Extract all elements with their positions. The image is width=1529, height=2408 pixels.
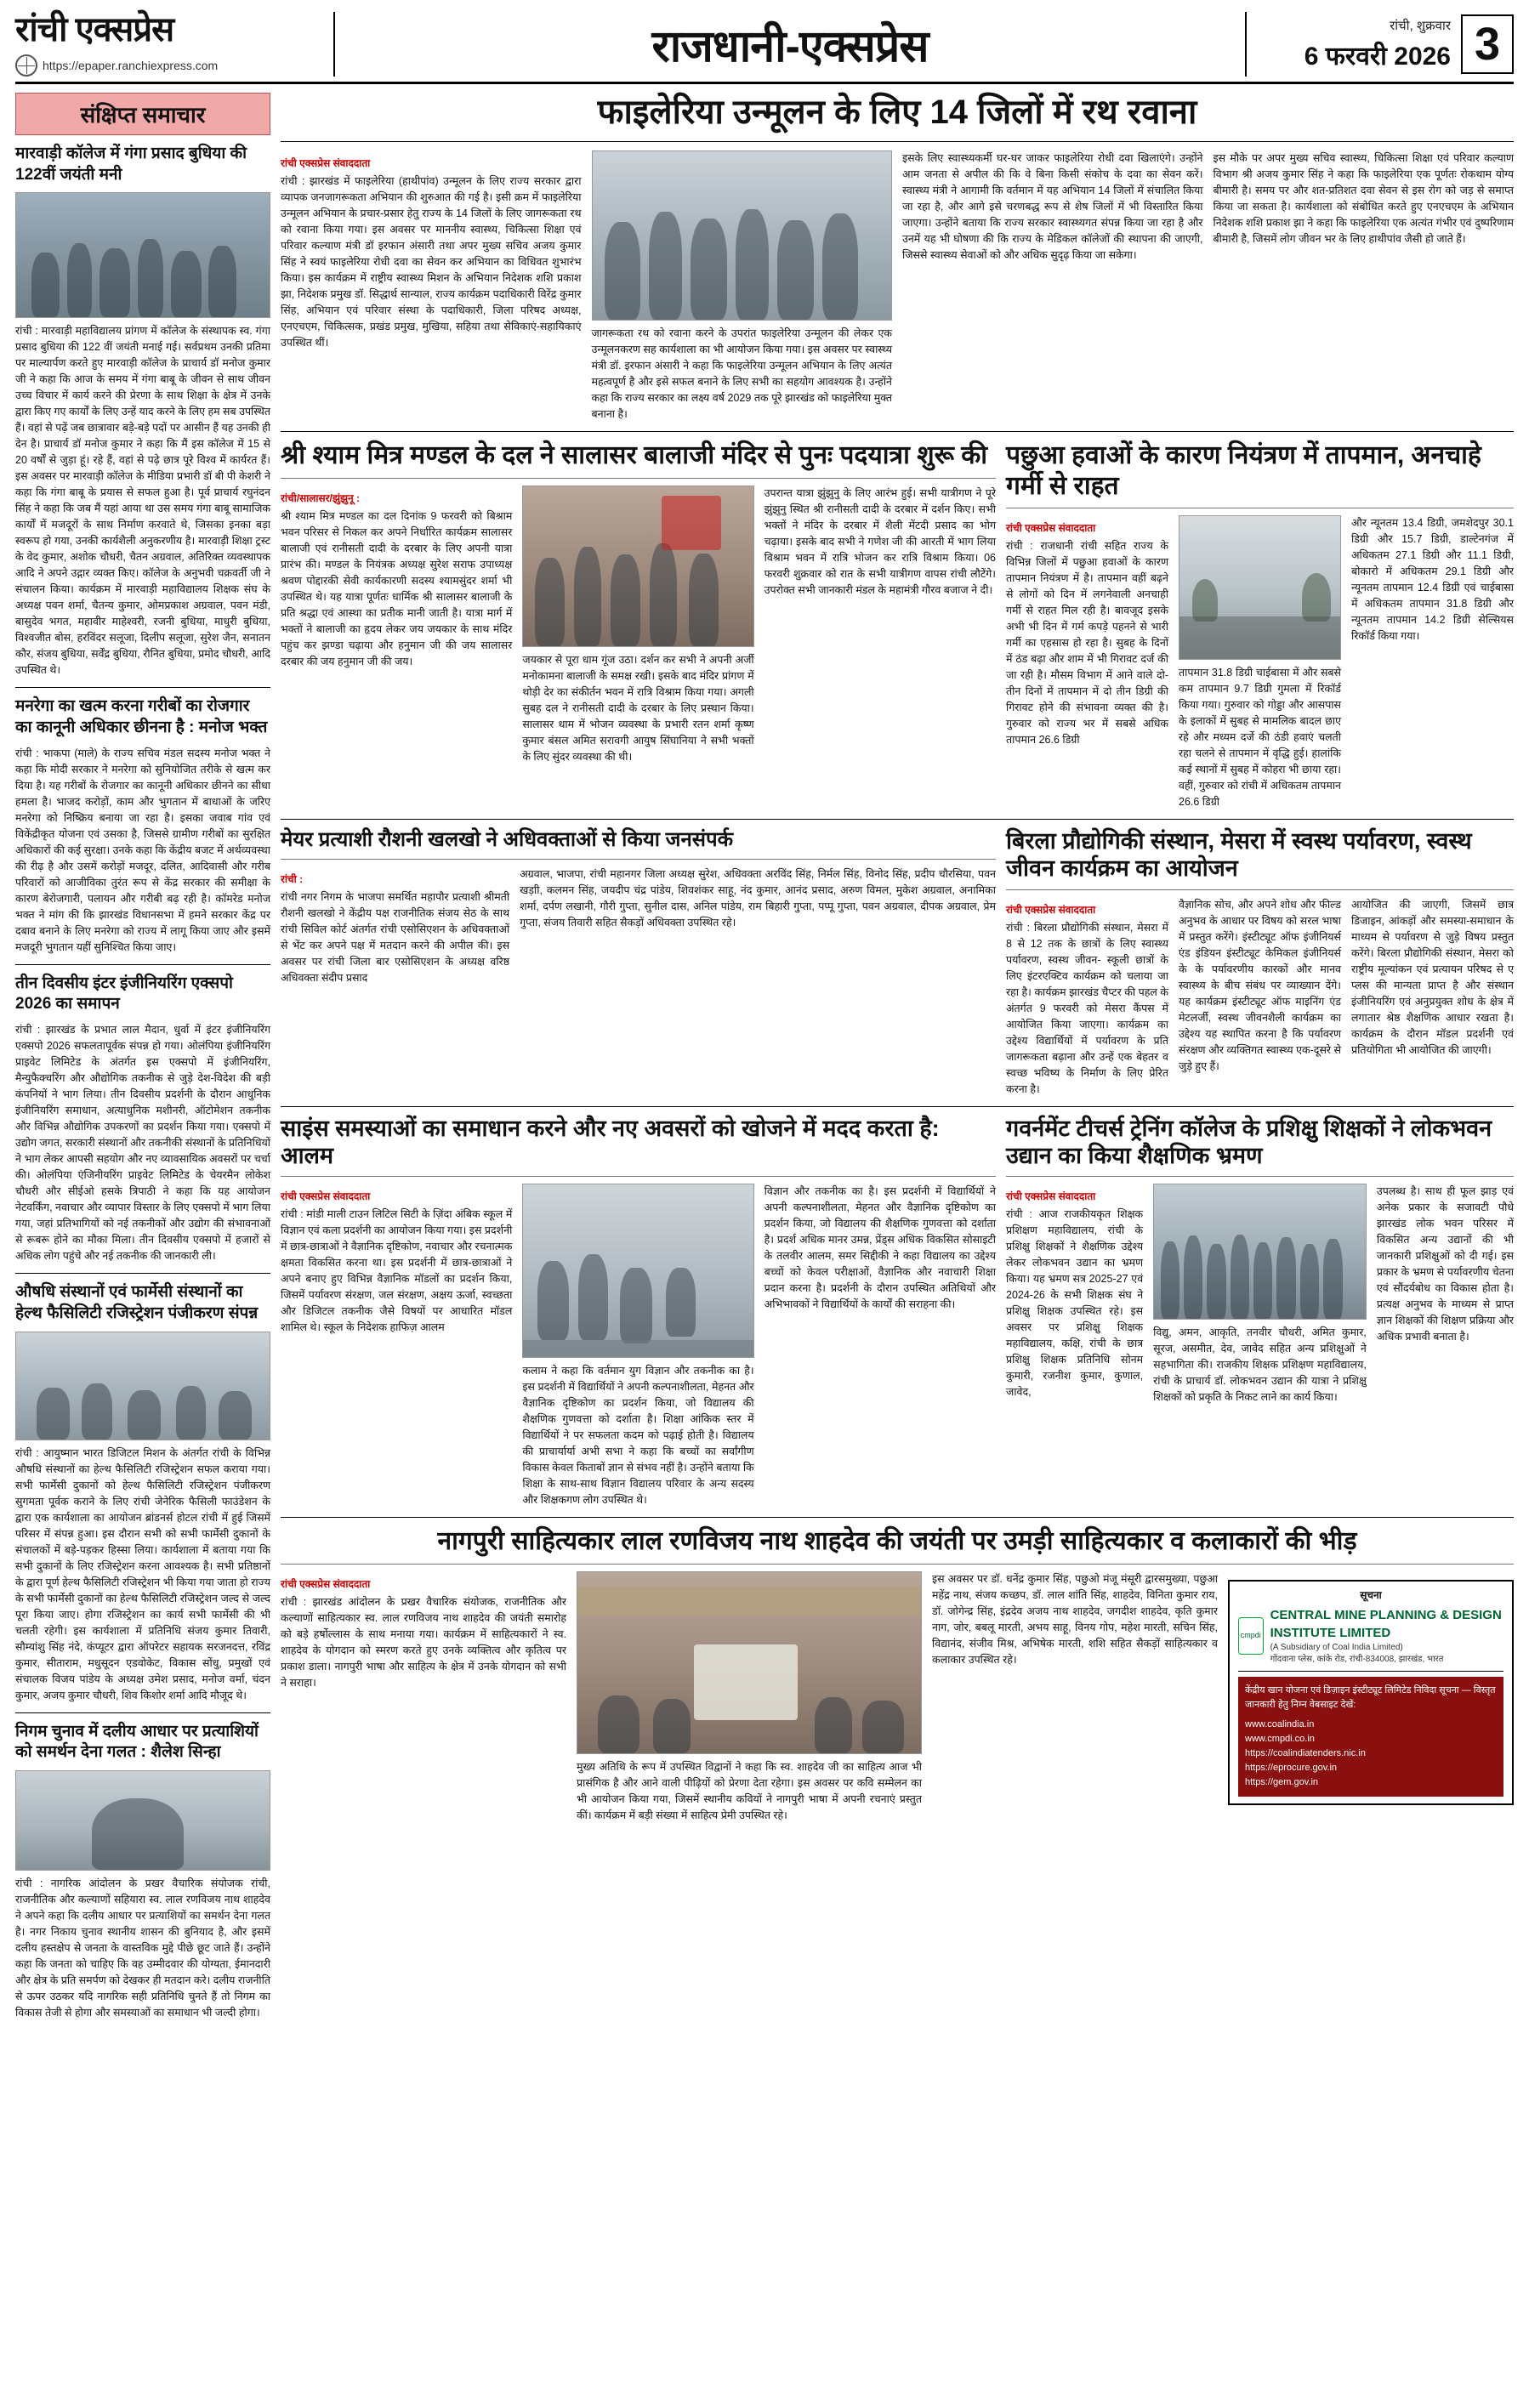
brief-headline-2: मनरेगा का खत्म करना गरीबों का रोजगार का कानूनी अधिकार छीनना है : मनोज भक्त: [15, 697, 268, 737]
story-mayor: [281, 828, 996, 1098]
nagpuri-col-3: [932, 1571, 1218, 1824]
lead-col-2: [592, 150, 893, 423]
photo-figures: [523, 486, 753, 646]
brief-body-5: रांची : नागरिक आंदोलन के प्रखर वैचारिक संयोजक रांची, राजनीतिक और कल्याणों सहियारा स्व. लाल रणविजय नाथ शाहदेव ने अपने कहा कि दलीय आधार पर प्रत्याशियों का समर्थन देना गलत है। नगर निकाय चुनाव स्थानीय शासन की बुनियाद है, और इसमें दलीय हस्तक्षेप से जनता के वास्तविक मुद्दे पीछे छूट जाते हैं। उन्होंने कहा कि जनता को चाहिए कि वह उम्मीदवार की योग्यता, ईमानदारी और क्षेत्र के प्रति समर्पण को देखकर ही मतदान करे। दलीय राजनीति से ऊपर उठकर यदि नागरिक सही प्रतिनिधि चुनते हैं तो निगम का विकास तेजी से होगा और समस्याओं का समाधान भी जल्दी होगा।: [15, 1877, 271, 2019]
science-text-2: कलाम ने कहा कि वर्तमान युग विज्ञान और तकनीक का है। इस प्रदर्शनी में विद्यार्थियों ने अपनी कल्पनाशीलता, मेहनत और वैज्ञानिक दृष्टिकोण का प्रदर्शन किया, जो विद्यालय की शैक्षणिक गुणवत्ता को दर्शाता है। शिक्षा आंकिक स्तर में विद्यार्थियों ने पर सफलता कदम को पढ़ाई होती है। विद्यालय की प्राचार्यार्या अभी सभा ने कहा कि बच्चों का सर्वांगीण विकास केवल किताबों ज्ञान से संभव नहीं है। उन्होंने बताया कि शिक्षा के साथ-साथ विज्ञान विद्यालय परिवार के अन्य सदस्य और शिक्षकगण लोग उपस्थित थे।: [522, 1365, 754, 1507]
mayor-birla-section: [281, 828, 1514, 1098]
teacher-text-2: विद्यु, अमन, आकृति, तनवीर चौधरी, अमित कुमार, सूरज, असमीत, देव, जावेद सहित अन्य प्रशिक्षुओं ने सहभागिता की। राजकीय शिक्षक प्रशिक्षण महाविद्यालय, रांची के प्राचार्य डॉ. लोकभवन उद्यान की यात्रा ने प्रशिक्षु शिक्षकों को प्रकृति के निकट लाने का कार्य किया।: [1153, 1326, 1367, 1404]
divider: [281, 478, 996, 479]
teacher-byline: रांची एक्सप्रेस संवाददाता: [1006, 1190, 1096, 1203]
teacher-columns: [1006, 1184, 1514, 1406]
shyam-headline: श्री श्याम मित्र मण्डल के दल ने सालासर बालाजी मंदिर से पुनः पदयात्रा शुरू की: [281, 441, 988, 470]
publication-name: रांची एक्सप्रेस: [15, 11, 174, 48]
birla-columns: [1006, 897, 1514, 1098]
divider: [281, 859, 996, 860]
teacher-text-1: रांची : आज राजकीयकृत शिक्षक प्रशिक्षण महाविद्यालय, रांची के प्रशिक्षु शिक्षकों ने शैक्षणिक उद्देश्य लेकर लोकभवन उद्यान का भ्रमण किया। यह भ्रमण सत्र 2025-27 एवं 2024-26 के सभी शिक्षक संघ ने प्रशिक्षु शिक्षक उपस्थित रहे। इस अवसर पर प्रशिक्षु शिक्षक महाविद्यालय, कक्षि, रांची के छात्र प्रशिक्षु शिक्षक प्रतिनिधि सोनम कुमारी, रजनीश कुमार, कुणाल, जावेद,: [1006, 1208, 1144, 1399]
lead-col-1: [281, 150, 582, 423]
mayor-col-1: [281, 866, 509, 986]
lead-photo: [592, 150, 893, 321]
mayor-headline: मेयर प्रत्याशी रौशनी खलखो ने अधिवक्ताओं से किया जनसंपर्क: [281, 827, 734, 851]
photo-figures: [16, 193, 270, 317]
weather-photo: [1179, 515, 1341, 660]
photo-figures: [593, 151, 892, 320]
lead-text-1: रांची : झारखंड में फाइलेरिया (हाथीपांव) उन्मूलन के लिए राज्य सरकार द्वारा व्यापक जनजागरूकता अभियान की शुरुआत की गई है। इसी क्रम में फाइलेरिया उन्मूलन अभियान के प्रचार-प्रसार हेतु राज्य के 14 जिलों के लिए जागरूकता रथ को रवाना किया गया। इस अवसर पर माननीय स्वास्थ्य, चिकित्सा शिक्षा एवं परिवार कल्याण मंत्री डॉ इरफान अंसारी तथा अपर मुख्य सचिव अजय कुमार सिंह ने स्वयं फाइलेरिया रोधी दवा का सेवन कर अभियान का विधिवत शुभारंभ किया। इस कार्यक्रम में राष्ट्रीय स्वास्थ्य मिशन के अभियान निदेशक शशि प्रकाश झा, निदेशक प्रमुख डॉ. सिद्धार्थ सान्याल, राज्य कार्यक्रम पदाधिकारी विरेंद्र कुमार सिंह, अभियान एवं परिवार संस्था के पदाधिकारी, जिला परिषद अध्यक्ष, एनएचएम, चिकित्सक, प्रखंड प्रमुख, मुखिया, सहिया तथा सेविकाएं-सहायिकाएं उपस्थित थीं।: [281, 175, 582, 349]
science-col-1: [281, 1184, 512, 1508]
birla-byline: रांची एक्सप्रेस संवाददाता: [1006, 903, 1096, 916]
photo-figures: [523, 1184, 753, 1357]
teacher-photo: [1153, 1184, 1367, 1320]
brief-headline-1: मारवाड़ी कॉलेज में गंगा प्रसाद बुधिया की 122वीं जयंती मनी: [15, 145, 247, 184]
shyam-text-3: उपरान्त यात्रा झुंझुनु के लिए आरंभ हुई। सभी यात्रीगण ने पूरे झुंझुनु स्थित श्री रानीसती दादी के दरबार में दर्शन किए। सभी भक्तों ने मंदिर के दरबार में शैली मेंटदी प्रसाद का भोग चढ़ाया। इसके बाद सभी ने गणेश जी की आरती में भाग लिया विश्राम भवन में रात्रि भोजन कर रात्रि विश्राम किया। 06 फरवरी शुक्रवार को रात के सभी यात्रीगण वापस रांची लौटेंगे। उपरोक्त सभी जानकारी मंडल के महामंत्री गौरव बजाज ने दी।: [764, 486, 996, 596]
story-teacher: [1006, 1116, 1514, 1509]
shyam-col-1: [281, 486, 512, 765]
divider: [1006, 889, 1514, 890]
weather-col-2: [1179, 515, 1341, 810]
ad-column: [1228, 1571, 1514, 1824]
mid-section: [281, 440, 1514, 810]
epaper-url-row[interactable]: [15, 54, 321, 77]
ad-body: [1238, 1677, 1503, 1797]
weather-headline: पछुआ हवाओं के कारण नियंत्रण में तापमान, अनचाहे गर्मी से राहत: [1006, 441, 1481, 500]
brief-headline-3: तीन दिवसीय इंटर इंजीनियरिंग एक्सपो 2026 का समापन: [15, 974, 233, 1014]
lead-headline: फाइलेरिया उन्मूलन के लिए 14 जिलों में रथ रवाना: [597, 94, 1197, 131]
birla-text-1: रांची : बिरला प्रौद्योगिकी संस्थान, मेसरा में 8 से 12 तक के छात्रों के लिए स्वास्थ्य पर्यावरण, स्वस्थ जीवन- स्कूली छात्रों के लिए इंटरएक्टिव कार्यक्रम को चलाया जा रहा है। कार्यक्रम झारखंड चैप्टर की पहल के अंतर्गत 9 फरवरी को मेसरा कैंपस में आयोजित किया जाएगा। कार्यक्रम का उद्देश्य विद्यार्थियों में पर्यावरण के प्रति जागरूकता बढ़ाना और उन्हें एक बेहतर व स्वच्छ भविष्य के निर्माण के लिए प्रेरित करना है।: [1006, 921, 1168, 1095]
shyam-text-1: श्री श्याम मित्र मण्डल का दल दिनांक 9 फरवरी को बिश्राम भवन परिसर से निकल कर अपने निर्धारित कार्यक्रम सालासर बालाजी एवं रानीसती दादी के दरबार के लिए अपनी यात्रा प्रारंभ की। मण्डल के नियंत्रक अध्यक्ष सुरेश सराफ उपाध्यक्ष श्रवण पोद्दारकी सेवी कार्यकारणी सदस्य श्यामसुंदर शर्मा भी उपस्थित थे। यह यात्रा पूर्णतः धार्मिक श्री सालासर बालाजी के प्रति श्रद्धा एवं आस्था का प्रतीक मानी जाती है। यात्रा मार्ग में भक्तों ने बालाजी का हृदय लेकर जय जयकार के साथ मंदिर पहुंच कर झण्डा चढ़ाया और हनुमान जी की जय सालासर दरबार की जय हनुमान जी की जय।: [281, 509, 513, 667]
advertisement[interactable]: [1228, 1580, 1514, 1805]
divider: [281, 1106, 1514, 1107]
science-byline: रांची एक्सप्रेस संवाददाता: [281, 1190, 371, 1203]
masthead-right: [1259, 12, 1514, 77]
story-birla: [1006, 828, 1514, 1098]
page-content: [15, 93, 1514, 2030]
nagpuri-headline: नागपुरी साहित्यकार लाल रणविजय नाथ शाहदेव की जयंती पर उमड़ी साहित्यकार व कलाकारों की भीड़: [437, 1527, 1357, 1556]
ad-company-sub: (A Subsidiary of Coal India Limited): [1270, 1642, 1403, 1652]
mayor-text-1: रांची नगर निगम के भाजपा समर्थित महापौर प्रत्याशी श्रीमती रौशनी खलखो ने केंद्रीय पक्ष राजनीतिक संजय सेठ के साथ रांची सिविल कोर्ट अंतर्गत रांची एसोसिएशन के अधिवक्ताओं से भेंट कर अपने पक्ष में मतदान करने की अपील की। इस अवसर पर रांची जिला बार एसोसिएशन के अध्यक्ष वरिष्ठ अधिवक्ता संदीप प्रसाद: [281, 891, 510, 985]
place-day: रांची, शुक्रवार: [1390, 18, 1451, 33]
weather-text-2: तापमान 31.8 डिग्री चाईबासा में और सबसे कम तापमान 9.7 डिग्री गुमला में रिकॉर्ड किया गया। गुरुवार को गोड्डा और आसपास के इलाकों में सुबह से मामलिक बादल छाए रहे और मध्यम दर्जे की ठंडी हवाएं चलती रहा चलने से तापमान में वृद्धि हुई। हालांकि कई स्थानों में सुबह में कोहरा भी छाया रहा। वहीं, गुरुवार को रांची में अधिकतम तापमान 26.6 डिग्री: [1179, 666, 1341, 808]
page-number: 3: [1461, 14, 1514, 74]
lead-byline: रांची एक्सप्रेस संवाददाता: [281, 157, 371, 170]
mayor-text-2: अग्रवाल, भाजपा, रांची महानगर जिला अध्यक्ष सुरेश, अधिवक्ता अरविंद सिंह, निर्मल सिंह, विनोद सिंह, प्रदीप चौरसिया, पवन खड़ाी, कलमन सिंह, जयदीप चंद्र पांडेय, शिवशंकर साहू, नंद कुमार, आनंद प्रसाद, अरुण विमल, मुकेश अग्रवाल, अनामिका शर्मा, दर्पण लखानी, गौरी गुप्ता, सुनील दास, अनिल पांडेय, राम बिहारी गुप्ता, पप्पू गुप्ता, पवन अग्रवाल, दीपक अग्रवाल, प्रेम गुप्ता, संजय तिवारी सहित सैकड़ों अधिवक्ता उपस्थित रहे।: [520, 868, 996, 929]
edition-title: राजधानी-एक्सप्रेस: [651, 21, 929, 71]
masthead: [15, 12, 1514, 84]
brief-news-column: [15, 93, 270, 2030]
brief-item-4: [15, 1282, 270, 1703]
photo-figures: [1154, 1184, 1366, 1319]
lead-col-4: [1214, 150, 1515, 423]
divider: [1006, 1176, 1514, 1177]
birla-col-2: [1179, 897, 1341, 1098]
issue-date: 6 फरवरी 2026: [1304, 42, 1451, 71]
divider: [281, 141, 1514, 142]
brief-photo-1: [15, 192, 270, 318]
brief-item-1: [15, 144, 270, 679]
main-column: [281, 93, 1514, 2030]
teacher-col-3: [1377, 1184, 1514, 1406]
photo-figures: [577, 1572, 921, 1753]
masthead-left: [15, 12, 321, 77]
weather-col-1: [1006, 515, 1168, 810]
divider: [281, 819, 1514, 820]
ad-company-address: गोंदवाना प्लेस, कांके रोड, रांची-834008, झारखंड, भारत: [1270, 1654, 1444, 1664]
globe-icon: [15, 54, 37, 77]
science-text-1: रांची : मांडी माली टाउन लिटिल सिटी के ज़िंदा अंबिक स्कूल में विज्ञान एवं कला प्रदर्शनी का आयोजन किया गया। इस प्रदर्शनी में छात्र-छात्राओं ने वैज्ञानिक दृष्टिकोण, नवाचार और रचनात्मक क्षमता विकसित करना था। इस प्रदर्शनी में छात्र-छात्राओं ने अपने बनाए हुए विभिन्न वैज्ञानिक मॉडलों का प्रदर्शन किया, जिसमें पर्यावरण संरक्षण, जल संरक्षण, अक्षय ऊर्जा, स्वच्छता और डिजिटल तकनीक जैसे विषयों पर आधारित मॉडल शामिल थे। स्कूल के निदेशक हाफिज़ आलम: [281, 1208, 513, 1334]
brief-body-3: रांची : झारखंड के प्रभात लाल मैदान, धुर्वा में इंटर इंजीनियरिंग एक्सपो 2026 सफलतापूर्वक संपन्न हो गया। ओलंपिया इंजीनियरिंग प्राइवेट लिमिटेड के अंतर्गत इस एक्सपो में इंजीनियरिंग, मैन्युफैक्चरिंग और औद्योगिक तकनीक से जुड़े देश-विदेश की बड़ी कंपनियों ने भाग लिया। तीन दिवसीय प्रदर्शनी के दौरान आधुनिक इंजीनियरिंग समाधान, अत्याधुनिक मशीनरी, ऑटोमेशन तकनीक और विभिन्न औद्योगिक उपकरणों का प्रदर्शन किया गया। एक्सपो में उद्योग जगत, सरकारी संस्थानों और तकनीकी संस्थानों के प्रतिनिधियों ने भाग लेकर आपसी सहयोग और नए व्यावसायिक अवसरों पर चर्चा की। ओलंपिया एंजिनीयरिंग प्राइवेट लिमिटेड के चेयरमैन लोकेश चौधरी और सीईओ हसके त्रिपाठी ने कहा कि यह आयोजन नेटवर्किंग, नवाचार और व्यापार विस्तार के लिए एक्सपो में भाग लिया गया, जहां प्रतिभागियों को नई तकनीकों और उद्योग की संभावनाओं से रूबरू होने का मौका मिला। तीन दिवसीय एक्सपो में हजारों से अधिक लोग पहुंचे और नई तकनीक की जानकारी ली।: [15, 1024, 270, 1263]
ad-company-name: CENTRAL MINE PLANNING & DESIGN INSTITUTE LIMITED: [1270, 1607, 1502, 1640]
weather-text-3: और न्यूनतम 13.4 डिग्री, जमशेदपुर 30.1 डिग्री और 15.7 डिग्री, डाल्टेनगंज में अधिकतम 27.1 डिग्री और 11.1 डिग्री, बोकारो में अधिकतम 29.1 डिग्री और न्यूनतम तापमान 12.4 डिग्री एवं चाईबासा में अधिकतम तापमान 31.8 डिग्री और न्यूनतम तापमान 14.2 डिग्री सेल्सियस रिकॉर्ड किया गया।: [1351, 516, 1514, 642]
divider: [15, 1712, 270, 1713]
teacher-col-2: [1153, 1184, 1367, 1406]
birla-col-1: [1006, 897, 1168, 1098]
publication-logo: [15, 12, 321, 48]
brief-photo-4: [15, 1332, 270, 1440]
weather-text-1: रांची : राजधानी रांची सहित राज्य के विभिन्न जिलों में पछुआ हवाओं के कारण तापमान नियंत्रण में है। तापमान वहीं बढ़ने से लोगों को दिन में लगनेवाली अनचाही गर्मी से राहत मिल रही है। बावजूद इसके अभी भी दिन में गर्म कपड़े पहनने से भारी गर्मी का एहसास हो रहा है। सुबह के दिनों में ठंड बढ़ा और शाम में भी गिरावट दर्ज की जा रही है। मौसम विभाग में आने वाले दो-तीन दिनों में तापमान में दो तीन डिग्री की गिरावट होने की संभावना व्यक्त की है। गुरुवार को राज्य भर में सबसे अधिक तापमान 26.6 डिग्री: [1006, 539, 1168, 746]
photo-figures: [16, 1771, 270, 1870]
science-photo: [522, 1184, 753, 1358]
science-headline: साइंस समस्याओं का समाधान करने और नए अवसरों को खोजने में मदद करता है: आलम: [281, 1115, 940, 1168]
divider: [15, 964, 270, 965]
birla-text-2: वैज्ञानिक सोच, और अपने शोध और फील्ड अनुभव के आधार पर विषय को सरल भाषा में प्रस्तुत करेंगे। इंस्टीट्यूट ऑफ इंजीनियर्स एंड इंडियन इंस्टीट्यूट केमिकल इंजीनियर्स के के पर्यावरणीय कारकों और मानव स्वास्थ्य के बीच संबंध पर व्याख्यान देंगे। यह कार्यक्रम इंस्टीट्यूट ऑफ माइनिंग एंड मेटलर्जी, स्वस्थ जीवनशैली कार्यक्रम का उद्देश्य यह स्थापित करना है कि पर्यावरण संरक्षण और व्यक्तिगत स्वास्थ्य एक-दूसरे से जुड़े हुए हैं।: [1179, 898, 1341, 1072]
birla-col-3: [1351, 897, 1514, 1098]
brief-item-3: [15, 974, 270, 1264]
teacher-col-1: [1006, 1184, 1143, 1406]
shyam-col-2: [522, 486, 753, 765]
cmpdi-logo-icon: cmpdi: [1238, 1617, 1264, 1655]
mayor-col-2: [520, 866, 996, 986]
date-block: [1304, 17, 1451, 72]
nagpuri-text-1: रांची : झारखंड आंदोलन के प्रखर वैचारिक संयोजक, राजनीतिक और कल्याणों साहित्यकार स्व. लाल रणविजय नाथ शाहदेव की जयंती समारोह को बड़े हर्षोल्लास के साथ मनाया गया। कार्यक्रम में साहित्यकारों ने स्व. शाहदेव के योगदान को स्मरण करते हुए उनके व्यक्तित्व और कृतित्व पर प्रकाश डाला। नागपुरी भाषा और साहित्य के क्षेत्र में उनके योगदान को सभी ने सराहा।: [281, 1595, 566, 1689]
weather-col-3: [1351, 515, 1514, 810]
shyam-byline: रांची/सालासर/झुंझुनू :: [281, 491, 361, 504]
mayor-columns: [281, 866, 996, 986]
divider: [281, 1564, 1514, 1565]
nagpuri-text-3: इस अवसर पर डॉ. धनेंद्र कुमार सिंह, पछुओ मंजू मंसूरी द्वारसमुख्या, पछुआ महेंद्र नाथ, संजय कच्छप, डॉ. लाल शांति सिंह, शाहदेव, विनिता कुमार राय, डॉ. जोगेन्द्र सिंह, इंद्रदेव अजय नाथ शाहदेव, जगदीश शाहदेव, कृति कुमार नाग, जोर, बबलू मारती, अभय साहू, विनय गोप, महेश मारती, सचिन सिंह, विद्यानंद, संजीव मिश्र, अभिषेक मारती, शशि सहित सैकड़ों साहित्यकार व कलाकार उपस्थित रहे।: [932, 1572, 1218, 1666]
brief-item-2: [15, 696, 270, 955]
teacher-headline: गवर्नमेंट टीचर्स ट्रेनिंग कॉलेज के प्रशिक्षु शिक्षकों ने लोकभवन उद्यान का किया शैक्षणिक भ्रमण: [1006, 1115, 1492, 1168]
nagpuri-col-2: [577, 1571, 922, 1824]
nagpuri-text-2: मुख्य अतिथि के रूप में उपस्थित विद्वानों ने कहा कि स्व. शाहदेव जी का साहित्य आज भी प्रासंगिक है और आने वाली पीढ़ियों को प्रेरणा देता रहेगा। इस अवसर पर कवि सम्मेलन का भी आयोजन किया गया, जिसमें स्थानीय कवियों ने नागपुरी भाषा में अपनी रचनाएं प्रस्तुत कीं। कार्यक्रम में बड़ी संख्या में साहित्य प्रेमी उपस्थित रहे।: [577, 1760, 922, 1821]
section-title-brief-news: संक्षिप्त समाचार: [15, 93, 270, 135]
brief-photo-5: [15, 1770, 270, 1871]
lead-body-columns: [281, 150, 1514, 423]
masthead-center: [333, 12, 1247, 77]
lead-text-4: इस मौके पर अपर मुख्य सचिव स्वास्थ्य, चिकित्सा शिक्षा एवं परिवार कल्याण विभाग श्री अजय कुमार सिंह ने कहा कि फाइलेरिया एक पूर्णतः रोकथाम योग्य बीमारी है। समय पर और शत-प्रतिशत दवा सेवन से इस रोग को जड़ से समाप्त किया जा सकता है। कार्यशाला को संबोधित करते हुए एनएचएम के अभियान निदेशक शशि प्रकाश झा ने कहा कि फाइलेरिया एक अत्यंत गंभीर एवं दुष्परिणाम बीमारी है, जिसमें लोग जीवन भर के लिए हाथीपांव जैसी हो जाते हैं।: [1213, 152, 1514, 246]
ad-header: [1238, 1606, 1503, 1672]
nagpuri-photo: [577, 1571, 922, 1754]
divider: [281, 431, 1514, 432]
weather-columns: [1006, 515, 1514, 810]
divider: [281, 1176, 996, 1177]
photo-figures: [1179, 516, 1340, 659]
divider: [281, 1517, 1514, 1518]
brief-body-1: रांची : मारवाड़ी महाविद्यालय प्रांगण में कॉलेज के संस्थापक स्व. गंगा प्रसाद बुधिया की 122 वीं जयंती मनाई गई। सर्वप्रथम उनकी प्रतिमा पर माल्यार्पण करते हुए मारवाड़ी कॉलेज के प्राचार्य डॉ मनोज कुमार जी ने कहा कि आज के समय में गंगा बाबू के जीवन से साथ जीवन उच्च विचार में कार्य करने की प्रेरणा के साथ शिक्षा के क्षेत्र में उनके द्वारा किए गए कार्यों के लिए उन्हें याद करने के लिए हम सब उपस्थित हैं। वहां से पढ़ें जब छात्रावार बड़े-बड़े पदों पर आसीन हैं यह उनकी ही देन है। प्राचार्य डॉ मनोज कुमार ने कहा कि मैं इस कॉलेज में 15 से 20 वर्षों से जुड़ा हूं। रहे हैं, वहां से पढ़े छात्र पूरे विश्व में कार्यरत हैं। इस अवसर पर मारवाड़ी कॉलेज के मीडिया प्रभारी डॉ बी पी केशरी ने कहा कि गंगा बाबू के प्रयास से सफल हुआ है। पूर्व प्राचार्य रघुनंदन सिंह ने कहा कि जब मैं यहां आया था उस समय गंगा बाबू सामाजिक कार्यों में मजदूरों के साथ निर्माण करवाते थे, जिसका इनका बड़ा स्वरूप हो गया, उनकी कार्यशैली अनुकरणीय है। मारवाड़ी शिक्षा ट्रस्ट के वेद कुमार, अशोक चौधरी, चैतन अग्रवाल, अतिरिक्त व्यवस्थापक आदि ने अपने उद्गार व्यक्त किए। कॉलेज के अनुभवी चक्रवर्ती जी ने संचालन किया। कार्यक्रम में मारवाड़ी महाविद्यालय शिक्षक संघ के अध्यक्ष पवन शर्मा, चैतन्य कुमार, ओमप्रकाश अग्रवाल, पवन मंडी, बासुदेव भगत, महावीर माहेश्वरी, रजनी बुधिया, माधुरी बुधिया, विश्वजीत बोस, हरविंदर सलूजा, दिलीप सलूजा, सुरेश जैन, सनातन कौर, संजय बुधिया, सर्वेंद्र बुधिया, रौनित बुधिया, प्रमोद चौधरी, आदि उपस्थित थे।: [15, 325, 271, 677]
epaper-url[interactable]: https://epaper.ranchiexpress.com: [43, 59, 219, 72]
shyam-col-3: [764, 486, 996, 765]
science-columns: [281, 1184, 996, 1508]
photo-figures: [16, 1332, 270, 1440]
ad-link-4[interactable]: https://eprocure.gov.in: [1245, 1762, 1338, 1773]
birla-text-3: आयोजित की जाएगी, जिसमें छात्र डिजाइन, आंकड़ों और समस्या-समाधान के माध्यम से पर्यावरण से जुड़े विषय प्रस्तुत करेंगे। बिरला प्रौद्योगिकी संस्थान, मेसरा को राष्ट्रीय मूल्यांकन एवं प्रत्यायन परिषद से ए प्लस की मान्यता प्राप्त है और संस्थान इंजीनियरिंग एवं अनुप्रयुक्त शोध के क्षेत्र में लगातार श्रेष्ठ शैक्षणिक आधार रखता है। कार्यक्रम के दौरान मॉडल प्रदर्शनी एवं प्रतियोगिता भी आयोजित की जाएगी।: [1351, 898, 1514, 1056]
ad-link-2[interactable]: www.cmpdi.co.in: [1245, 1733, 1315, 1744]
ad-link-1[interactable]: www.coalindia.in: [1245, 1718, 1315, 1729]
weather-byline: रांची एक्सप्रेस संवाददाता: [1006, 521, 1096, 534]
divider: [15, 687, 270, 688]
shyam-photo: [522, 486, 753, 647]
brief-body-2: रांची : भाकपा (माले) के राज्य सचिव मंडल सदस्य मनोज भक्त ने कहा कि मोदी सरकार ने मनरेगा को सुनियोजित तरीके से खत्म कर दिया है। यह गरीबों के रोजगार का कानूनी अधिकार छीनने का सीधा हमला है। भाजद करोड़ों, काम और भुगतान में बाधाओं के जरिए मनरेगा को निष्क्रिय बनाया जा रहा है। इसका जवाब गांव एवं विकेंद्रीकृत योजना एवं उसका है, जिससे ग्रामीण गरीबों का सुरक्षित अधिकारों की कई सुरक्षा। उनके कहा कि केंद्रीय बजट में अर्थव्यवस्था की रीढ़ है और उसमें करोड़ों मजदूर, दलित, आदिवासी और गरीब परिवारों को आजीविका तुरंत रूप से केंद्र सरकार की समीक्षा के कारण बेरोजगारी, पलायन और गरीबी बढ़ रही है। कॉमरेड मनोज भक्त ने मांग की कि झारखंड विधानसभा में हमने सरकार केंद्र पर दबाव बनाने के लिए मनरेगा को राज्य में लागू किया जाए और इसमें मजदूरी भुगतान यहीं सुनिश्चित किया जाए।: [15, 747, 270, 953]
ad-body-text: केंद्रीय खान योजना एवं डिज़ाइन इंस्टीट्यूट लिमिटेड निविदा सूचना — विस्तृत जानकारी हेतु निम्न वेबसाइट देखें:: [1245, 1684, 1496, 1710]
ad-company-block: [1270, 1606, 1503, 1666]
science-teacher-section: [281, 1116, 1514, 1509]
science-col-2: [522, 1184, 753, 1508]
nagpuri-columns: [281, 1571, 1514, 1824]
brief-headline-5: निगम चुनाव में दलीय आधार पर प्रत्याशियों को समर्थन देना गलत : शैलेश सिन्हा: [15, 1722, 259, 1762]
story-nagpuri: [281, 1526, 1514, 1823]
mayor-byline: रांची :: [281, 873, 304, 886]
birla-headline: बिरला प्रौद्योगिकी संस्थान, मेसरा में स्वस्थ पर्यावरण, स्वस्थ जीवन कार्यक्रम का आयोजन: [1006, 827, 1472, 881]
teacher-text-3: उपलब्ध है। साथ ही फूल झाड़ एवं अनेक प्रकार के सजावटी पौधे झारखंड लोक भवन परिसर में विकसित अन्य उद्यानों की भी जानकारी प्रशिक्षुओं को दी गई। इस प्रकार के भ्रमण से पर्यावरणीय चेतना एवं सौंदर्यबोध का विकास होता है। प्रत्यक्ष अनुभव के माध्यम से प्राप्त ज्ञान शिक्षकों की शिक्षण प्रक्रिया और अधिक प्रभावी बनाता है।: [1376, 1185, 1515, 1343]
shyam-columns: [281, 486, 996, 765]
lead-story: [281, 93, 1514, 423]
nagpuri-col-1: [281, 1571, 566, 1824]
ad-link-5[interactable]: https://gem.gov.in: [1245, 1776, 1319, 1787]
divider: [15, 1273, 270, 1274]
story-science: [281, 1116, 996, 1509]
brief-headline-4: औषधि संस्थानों एवं फार्मेसी संस्थानों का हेल्थ फैसिलिटी रजिस्ट्रेशन पंजीकरण संपन्न: [15, 1283, 259, 1322]
lead-col-3: [902, 150, 1203, 423]
brief-body-4: रांची : आयुष्मान भारत डिजिटल मिशन के अंतर्गत रांची के विभिन्न औषधि संस्थानों का हेल्थ फैसिलिटी रजिस्ट्रेशन सफल कराया गया। सभी फार्मेसी दुकानों को हेल्थ फैसिलिटी रजिस्ट्रेशन पंजीकरण सुगमता पूर्वक कराने के लिए रांची जेनेरिक फैसिली फाउंडेशन के द्वारा एक कार्यशाला का आयोजन ब्रांडनर्स होटल रांची में हुई जिसमें परिसर में संपन्न हुआ। इस दौरान सभी को सभी फार्मेसी दुकानों के संचालकों में बड़े-पड़कर हिस्सा लिया। कार्यशाला में बताया गया कि सभी दुकानों के लिए रजिस्ट्रेशन करना आवश्यक है। सभी प्रतिष्ठानों के द्वारा पूर्ण हेल्थ फैसिलिटी रजिस्ट्रेशन भी किया गया जाता हो राज्य के सभी फार्मेसी दुकानों का हेल्थ फैसिलिटी रजिस्ट्रेशन जल्द से जल्द पूरा किया जाए। होगा रजिस्ट्रेशन का कार्य सभी फार्मेसी की भी चलती रहेगी। इस कार्यशाला में प्रतिनिधि संजय कुमार तिवारी, सौम्यांशु सिंह नंदे, कंप्यूटर द्वारा ऑपरेटर सहायक सरजनदत्त, रविंद्र कुमार, सीताराम, मधुसूदन एडवोकेट, विकास सोंधु, प्रमुखों एवं संचालक विजय पांडेय के अध्यक्ष उमेश प्रसाद, मनोज वर्मा, चंदन कुमार, अजय कुमार चौधरी, शिव किशोर शर्मा आदि मौजूद थे।: [15, 1446, 270, 1701]
ad-notice-title: सूचना: [1360, 1588, 1382, 1601]
nagpuri-byline: रांची एक्सप्रेस संवाददाता: [281, 1577, 371, 1590]
science-text-3: विज्ञान और तकनीक का है। इस प्रदर्शनी में विद्यार्थियों ने अपनी कल्पनाशीलता, मेहनत और वैज्ञानिक दृष्टिकोण का प्रदर्शन किया, जो विद्यालय की शैक्षणिक गुणवत्ता को दर्शाता है। प्रदर्श अधिक मानर उमन्न, प्रेंड्स अधिक विकसित सोसाइटी के तलवीर आलम, समर सिद्दीकी ने कहा विद्यालय का उद्देश्य बच्चों को केवल परीक्षाओं, वैज्ञानिक और नवाचारी शिक्षा प्रदान करना है। प्रदर्शनी के दौरान उपस्थित अतिथियों और अभिभावकों ने विद्यार्थियों के कार्यों की सराहना की।: [764, 1185, 996, 1311]
ad-link-3[interactable]: https://coalindiatenders.nic.in: [1245, 1747, 1366, 1758]
story-weather: [1006, 440, 1514, 810]
story-shyam: [281, 440, 996, 810]
shyam-text-2: जयकार से पूरा धाम गूंज उठा। दर्शन कर सभी ने अपनी अर्जी मनोकामना बालाजी के समक्ष रखी। इसके बाद मंदिर प्रांगण में थोड़ी देर का संकीर्तन भवन में रात्रि विश्राम किया गया। अगली सुबह दल ने रानीसती दादी के दरबार के लिए प्रस्थान किया। सालासर धाम में भोजन व्यवस्था के प्रभारी रतन शर्मा कृष्ण कुमार बंसल अमित सरावगी आयुष सिंघानिया ने सभी भक्तों के लिए सुंदर व्यवस्था की थी।: [522, 653, 754, 763]
science-col-3: [764, 1184, 996, 1508]
brief-item-5: [15, 1722, 270, 2021]
lead-text-3: इसके लिए स्वास्थ्यकर्मी घर-घर जाकर फाइलेरिया रोधी दवा खिलाएंगे। उन्होंने आम जनता से अपील की कि वे बिना किसी संकोच के दवा का सेवन करें। स्वास्थ्य मंत्री ने आगामी कि वर्तमान में यह अभियान 14 जिलों में संचालित किया जा रहा है, और आगे इसे चरणबद्ध रूप से शेष जिलों में भी विस्तारित किया जाएगा। उन्होंने बताया कि राज्य सरकार स्वास्थ्यगत संपन्न किया जा रहा है और उनमें यह भी घोषणा की कि राज्य के मेडिकल कॉलेजों की स्थापना की जाएगी, जिससे स्वास्थ्य सेवाओं को और अधिक सुदृढ़ किया जा सकेगा।: [902, 152, 1203, 262]
lead-text-2: जागरूकता रथ को रवाना करने के उपरांत फाइलेरिया उन्मूलन की लेकर एक उन्मूलनकरण सह कार्यशाला का भी आयोजन किया गया। इस अवसर पर स्वास्थ्य मंत्री डॉ. इरफान अंसारी ने कहा कि फाइलेरिया उन्मूलन अभियान के लिए अत्यंत महत्वपूर्ण है और इसे सफल बनाने के लिए सभी का सहयोग आवश्यक है। उन्होंने कहा कि राज्य सरकार का लक्ष्य वर्ष 2029 तक पूरे झारखंड को फाइलेरिया मुक्त बनाना है।: [591, 327, 892, 421]
